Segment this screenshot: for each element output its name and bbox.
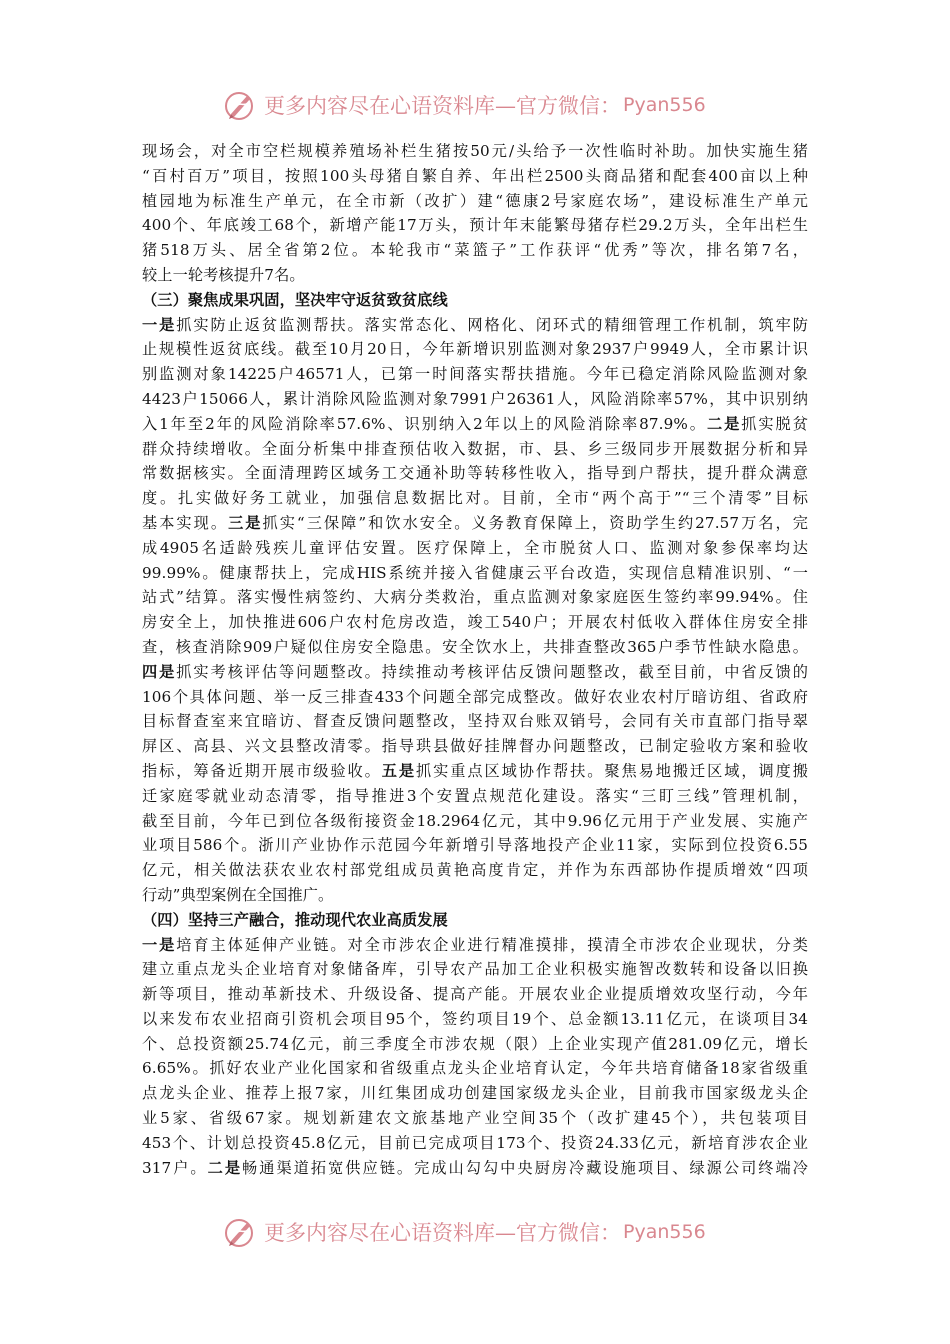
text-span: 查，核查消除909户疑似住房安全隐患。安全饮水上，共排查整改365户季节性缺水隐患。	[142, 637, 808, 656]
text-line	[142, 461, 808, 486]
text-line	[142, 238, 808, 263]
text-line	[142, 189, 808, 214]
text-line	[142, 412, 808, 437]
pen-logo-icon	[222, 87, 258, 123]
text-line	[142, 1056, 808, 1081]
text-span: 400个、年底竣工68个，新增产能17万头，预计年末能繁母猪存栏29.2万头，全年出栏生	[142, 216, 808, 235]
bold-text: 四是	[142, 662, 177, 681]
text-line	[142, 263, 808, 288]
text-span: 现场会，对全市空栏规模养殖场补栏生猪按50元/头给予一次性临时补助。加快实施生猪	[142, 142, 808, 160]
text-span: 猪518万头、居全省第2位。本轮我市“菜篮子”工作获评“优秀”等次，排名第7名，	[142, 241, 808, 260]
text-span: “百村百万”项目，按照100头母猪自繁自养、年出栏2500头商品猪和配套400亩以上种	[142, 166, 808, 185]
text-line	[142, 833, 808, 858]
text-span: 成4905名适龄残疾儿童评估安置。医疗保障上，全市脱贫人口、监测对象参保率均达	[142, 538, 808, 557]
text-line	[142, 858, 808, 883]
text-line	[142, 337, 808, 362]
text-line	[142, 139, 808, 164]
text-span: 抓实考核评估等问题整改。持续推动考核评估反馈问题整改，截至目前，中省反馈的	[176, 662, 808, 681]
text-line	[142, 313, 808, 338]
text-line	[142, 709, 808, 734]
text-line	[142, 164, 808, 189]
text-line	[142, 511, 808, 536]
text-span: 4423户15066人，累计消除风险监测对象7991户26361人，风险消除率57%，其中识别纳	[142, 389, 808, 408]
text-span: 抓实重点区域协作帮扶。聚焦易地搬迁区域，调度搬	[415, 761, 808, 780]
text-span: 行动”典型案例在全国推广。	[142, 885, 334, 904]
text-span: 站式”结算。落实慢性病签约、大病分类救治，重点监测对象家庭医生签约率99.94%。住	[142, 588, 808, 607]
text-line	[142, 685, 808, 710]
text-line	[142, 635, 808, 660]
text-line	[142, 660, 808, 685]
text-span: 99.99%。健康帮扶上，完成HIS系统并接入省健康云平台改造，实现信息精准识别、“一	[142, 563, 808, 582]
report-body	[142, 139, 808, 1180]
bold-text: 二是	[706, 414, 742, 433]
watermark-wechat-id: Pyan556	[623, 94, 706, 116]
text-span: 点龙头企业、推荐上报7家，川红集团成功创建国家级龙头企业，目前我市国家级龙头企	[142, 1084, 808, 1103]
text-span: 抓实脱贫	[741, 414, 808, 433]
bold-text: 二是	[207, 1158, 243, 1177]
text-line	[142, 957, 808, 982]
watermark-footer	[222, 1212, 742, 1252]
text-span: 453个、计划总投资45.8亿元，目前已完成项目173个、投资24.33亿元，新培育涉农企业	[142, 1133, 808, 1152]
watermark-header	[222, 85, 742, 125]
text-span: 群众持续增收。全面分析集中排查预估收入数据，市、县、乡三级同步开展数据分析和异	[142, 439, 808, 458]
text-span: 新等项目，推动革新技术、升级设备、提高产能。开展农业企业提质增效攻坚行动，今年	[142, 985, 808, 1004]
text-line	[142, 213, 808, 238]
text-span: 317户。	[142, 1158, 208, 1177]
text-span: 别监测对象14225户46571人，已第一时间落实帮扶措施。今年已稳定消除风险监测对象	[142, 365, 808, 384]
text-line	[142, 1007, 808, 1032]
bold-text: 一是	[142, 935, 177, 954]
text-line	[142, 387, 808, 412]
text-line	[142, 784, 808, 809]
text-span: 畅通渠道拓宽供应链。完成山勾勾中央厨房冷藏设施项目、绿源公司终端冷	[242, 1158, 808, 1177]
text-span: 抓实“三保障”和饮水安全。义务教育保障上，资助学生约27.57万名，完	[262, 513, 809, 532]
text-span: 6.65%。抓好农业产业化国家和省级重点龙头企业培育认定，今年共培育储备18家省级重	[142, 1059, 808, 1078]
text-span: 屏区、高县、兴文县整改清零。指导珙县做好挂牌督办问题整改，已制定验收方案和验收	[142, 737, 808, 756]
watermark-text: 更多内容尽在心语资料库—官方微信：	[264, 94, 621, 118]
text-line	[142, 561, 808, 586]
bold-text: 三是	[228, 513, 263, 532]
text-span: 房安全上，加快推进606户农村危房改造，竣工540户；开展农村低收入群体住房安全排	[142, 613, 808, 632]
text-span: 培育主体延伸产业链。对全市涉农企业进行精准摸排，摸清全市涉农企业现状，分类	[176, 935, 808, 954]
bold-text: （三）聚焦成果巩固，坚决牢守返贫致贫底线	[142, 290, 448, 309]
text-line	[142, 437, 808, 462]
pen-logo-icon	[222, 1214, 258, 1250]
bold-text: 五是	[381, 761, 416, 780]
watermark-wechat-id: Pyan556	[623, 1221, 706, 1243]
text-line	[142, 1032, 808, 1057]
text-span: 基本实现。	[142, 513, 229, 532]
text-span: 个、总投资额25.74亿元，前三季度全市涉农规（限）上企业实现产值281.09亿元，增长	[142, 1034, 808, 1053]
text-span: 亿元，相关做法获农业农村部党组成员黄艳高度肯定，并作为东西部协作提质增效“四项	[142, 861, 808, 880]
text-line	[142, 536, 808, 561]
text-span: 常数据核实。全面清理跨区域务工交通补助等转移性收入，指导到户帮扶，提升群众满意	[142, 464, 808, 483]
text-line	[142, 982, 808, 1007]
text-line	[142, 486, 808, 511]
text-line	[142, 610, 808, 635]
text-line	[142, 362, 808, 387]
text-span: 106个具体问题、举一反三排查433个问题全部完成整改。做好农业农村厅暗访组、省政府	[142, 687, 808, 706]
text-line	[142, 933, 808, 958]
text-span: 较上一轮考核提升7名。	[142, 265, 305, 284]
text-span: 抓实防止返贫监测帮扶。落实常态化、网格化、闭环式的精细管理工作机制，筑牢防	[176, 315, 808, 334]
text-span: 业5家、省级67家。规划新建农文旅基地产业空间35个（改扩建45个），共包装项目	[142, 1109, 808, 1128]
text-line	[142, 1156, 808, 1181]
text-span: 以来发布农业招商引资机会项目95个，签约项目19个、总金额13.11亿元，在谈项目34	[142, 1009, 808, 1028]
text-span: 截至目前，今年已到位各级衔接资金18.2964亿元，其中9.96亿元用于产业发展、实施产	[142, 811, 808, 830]
text-span: 迁家庭零就业动态清零，指导推进3个安置点规范化建设。落实“三盯三线”管理机制，	[142, 786, 808, 805]
text-span: 建立重点龙头企业培育对象储备库，引导农产品加工企业积极实施智改数转和设备以旧换	[142, 960, 808, 979]
text-line	[142, 288, 808, 313]
text-span: 度。扎实做好务工就业，加强信息数据比对。目前，全市“两个高于”“三个清零”目标	[142, 489, 808, 508]
text-line	[142, 585, 808, 610]
bold-text: 一是	[142, 315, 177, 334]
text-span: 入1年至2年的风险消除率57.6%、识别纳入2年以上的风险消除率87.9%。	[142, 414, 707, 433]
bold-text: （四）坚持三产融合，推动现代农业高质发展	[142, 910, 448, 929]
watermark-text: 更多内容尽在心语资料库—官方微信：	[264, 1221, 621, 1245]
text-span: 业项目586个。浙川产业协作示范园今年新增引导落地投产企业11家，实际到位投资6.55	[142, 836, 808, 855]
text-line	[142, 908, 808, 933]
text-span: 指标，筹备近期开展市级验收。	[142, 761, 382, 780]
text-line	[142, 883, 808, 908]
text-line	[142, 1106, 808, 1131]
text-line	[142, 1081, 808, 1106]
text-line	[142, 759, 808, 784]
text-span: 目标督查室来宜暗访、督查反馈问题整改，坚持双台账双销号，会同有关市直部门指导翠	[142, 712, 808, 731]
text-line	[142, 809, 808, 834]
text-line	[142, 734, 808, 759]
text-span: 止规模性返贫底线。截至10月20日，今年新增识别监测对象2937户9949人，全市累计识	[142, 340, 808, 359]
text-span: 植园地为标准生产单元，在全市新（改扩）建“德康2号家庭农场”，建设标准生产单元	[142, 191, 808, 210]
text-line	[142, 1131, 808, 1156]
